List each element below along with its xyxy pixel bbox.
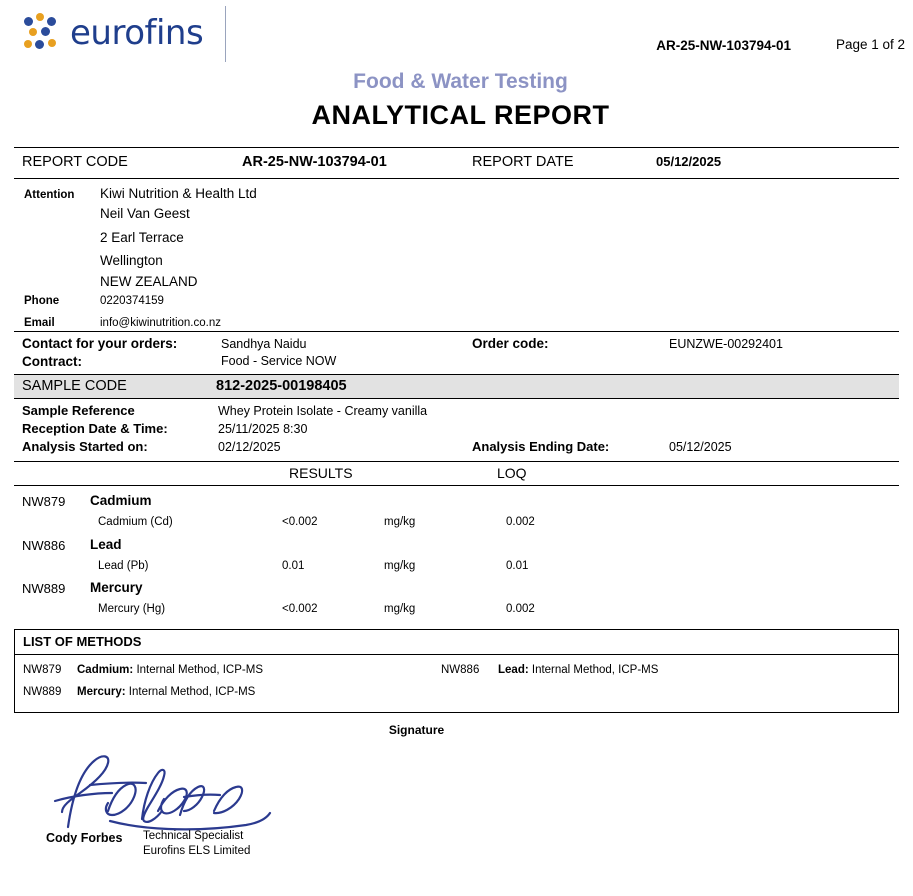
header-divider xyxy=(225,6,226,62)
attention-country: NEW ZEALAND xyxy=(100,274,198,289)
sample-code-label: SAMPLE CODE xyxy=(22,378,127,394)
table-row: NW886 xyxy=(22,538,66,553)
signature-label: Signature xyxy=(388,723,445,737)
order-code-label: Order code: xyxy=(472,336,549,351)
email-label: Email xyxy=(24,317,55,329)
results-column-header: RESULTS xyxy=(289,465,353,481)
method-analyte: Lead: xyxy=(498,664,529,676)
methods-title: LIST OF METHODS xyxy=(23,634,142,649)
attention-block xyxy=(14,179,899,331)
methods-box xyxy=(14,629,899,713)
table-row: NW879 xyxy=(22,494,66,509)
attention-address-2: Wellington xyxy=(100,253,163,268)
reception-datetime-label: Reception Date & Time: xyxy=(22,421,168,436)
logo-wordmark: eurofins xyxy=(70,13,204,53)
signature-area xyxy=(0,737,913,857)
handwritten-signature-icon xyxy=(50,749,280,839)
signatory-role: Technical Specialist xyxy=(143,830,244,842)
signatory-name: Cody Forbes xyxy=(46,831,123,845)
table-row: mg/kg xyxy=(384,560,416,572)
sample-code-value: 812-2025-00198405 xyxy=(216,378,347,394)
sample-info-block xyxy=(14,399,899,461)
signatory-company: Eurofins ELS Limited xyxy=(143,845,251,857)
reception-datetime-value: 25/11/2025 8:30 xyxy=(218,422,308,436)
method-description: Internal Method, ICP-MS xyxy=(136,664,263,676)
eurofins-logo xyxy=(22,12,203,54)
list-item: NW879 xyxy=(23,664,62,676)
analysis-ending-value: 05/12/2025 xyxy=(669,440,732,454)
attention-company: Kiwi Nutrition & Health Ltd xyxy=(100,186,257,201)
page-number: Page 1 of 2 xyxy=(835,37,905,52)
logo-dots-icon xyxy=(22,12,64,54)
table-row: Lead xyxy=(90,537,122,552)
analysis-ending-label: Analysis Ending Date: xyxy=(472,439,610,454)
document-header xyxy=(0,0,913,70)
method-description: Internal Method, ICP-MS xyxy=(531,664,659,676)
table-row: 0.01 xyxy=(506,560,529,572)
table-row: Mercury (Hg) xyxy=(98,603,166,615)
report-date-label: REPORT DATE xyxy=(472,154,574,170)
phone-value: 0220374159 xyxy=(100,295,164,307)
results-table-body xyxy=(14,486,899,629)
phone-label: Phone xyxy=(24,295,60,307)
method-description: Internal Method, ICP-MS xyxy=(128,686,256,698)
table-row: Cadmium (Cd) xyxy=(98,516,173,528)
results-table-header xyxy=(14,461,899,486)
sample-code-bar xyxy=(14,374,899,399)
attention-label: Attention xyxy=(24,189,75,201)
contract-value: Food - Service NOW xyxy=(221,354,337,368)
orders-contact-label: Contact for your orders: xyxy=(22,336,178,351)
sample-reference-label: Sample Reference xyxy=(22,403,135,418)
contact-block xyxy=(14,332,899,374)
report-subtitle: Food & Water Testing xyxy=(353,70,568,93)
methods-divider xyxy=(15,654,898,655)
list-item: NW886 xyxy=(441,664,480,676)
email-value: info@kiwinutrition.co.nz xyxy=(100,317,221,329)
table-row: <0.002 xyxy=(282,603,318,615)
orders-contact-value: Sandhya Naidu xyxy=(221,337,307,351)
analysis-started-label: Analysis Started on: xyxy=(22,439,148,454)
table-row: NW889 xyxy=(22,581,66,596)
table-row: 0.002 xyxy=(506,516,535,528)
list-item xyxy=(77,686,255,698)
attention-address-1: 2 Earl Terrace xyxy=(100,230,184,245)
list-item xyxy=(498,664,658,676)
document-code: AR-25-NW-103794-01 xyxy=(656,38,791,53)
report-code-row xyxy=(14,148,899,178)
table-row: mg/kg xyxy=(384,516,416,528)
table-row: 0.01 xyxy=(282,560,305,572)
loq-column-header: LOQ xyxy=(497,465,527,481)
method-analyte: Cadmium: xyxy=(77,664,134,676)
list-item xyxy=(77,664,263,676)
report-date-value: 05/12/2025 xyxy=(656,154,722,169)
analysis-started-value: 02/12/2025 xyxy=(218,440,281,454)
order-code-value: EUNZWE-00292401 xyxy=(669,337,783,351)
contract-label: Contract: xyxy=(22,354,82,369)
report-code-value: AR-25-NW-103794-01 xyxy=(242,154,387,170)
table-row: <0.002 xyxy=(282,516,318,528)
table-row: mg/kg xyxy=(384,603,416,615)
table-row: Lead (Pb) xyxy=(98,560,149,572)
attention-person: Neil Van Geest xyxy=(100,206,190,221)
table-row: 0.002 xyxy=(506,603,535,615)
method-analyte: Mercury: xyxy=(77,686,126,698)
report-code-label: REPORT CODE xyxy=(22,154,128,170)
sample-reference-value: Whey Protein Isolate - Creamy vanilla xyxy=(218,404,428,418)
list-item: NW889 xyxy=(23,686,62,698)
table-row: Mercury xyxy=(90,580,143,595)
page-title: ANALYTICAL REPORT xyxy=(311,100,610,130)
table-row: Cadmium xyxy=(90,493,152,508)
